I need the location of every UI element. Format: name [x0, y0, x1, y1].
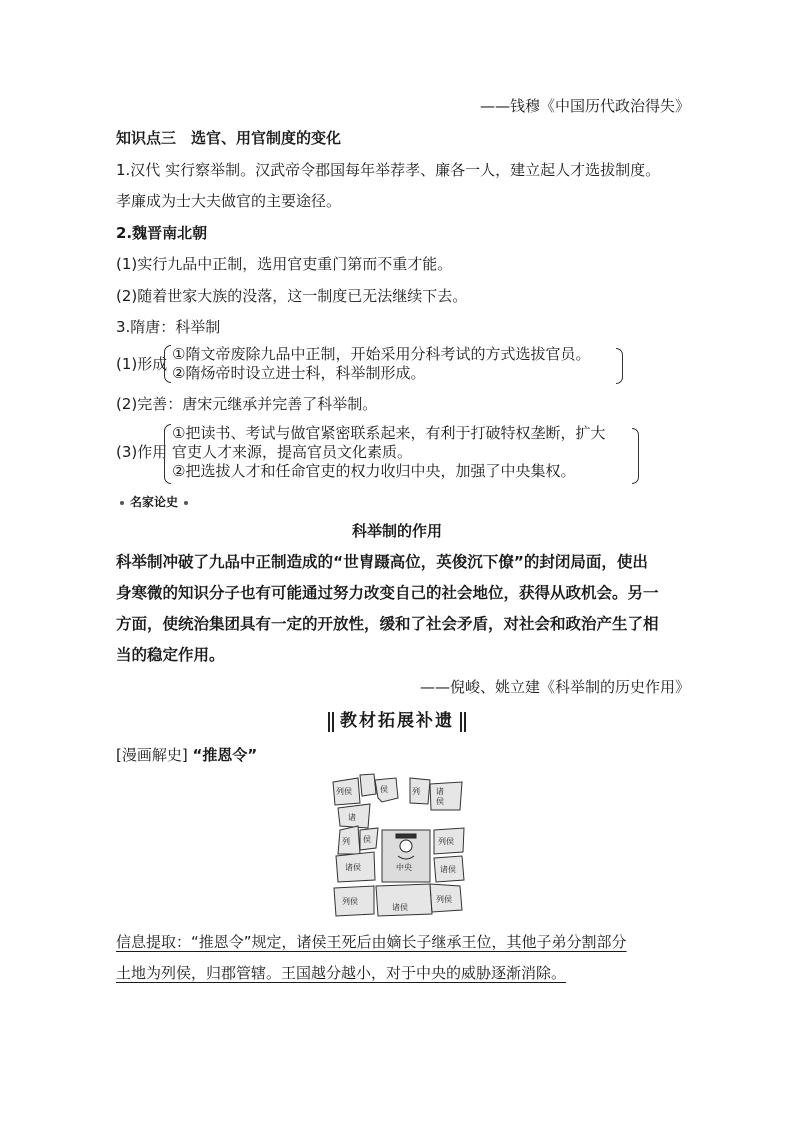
- quote-source-1: ——钱穆《中国历代政治得失》: [479, 97, 690, 115]
- effect-label: (3)作用: [116, 443, 168, 461]
- map-label-zhu-2: 诸: [436, 787, 444, 796]
- sui-tang-title: 3.隋唐：科举制: [116, 318, 221, 336]
- map-label-hou-3: 侯: [363, 835, 371, 844]
- formation-line-1: ①隋文帝废除九品中正制，开始采用分科考试的方式选拔官员。: [172, 345, 591, 363]
- formation-label: (1)形成: [116, 355, 168, 373]
- map-label-zhu-1: 诸: [348, 813, 356, 822]
- map-label-hou-1: 侯: [380, 785, 388, 794]
- formation-line-2: ②隋炀帝时设立进士科，科举制形成。: [172, 364, 426, 382]
- map-label-zhuhou-3: 诸侯: [392, 903, 408, 912]
- info-line-2: 土地为列侯，归郡管辖。王国越分越小，对于中央的威胁逐渐消除。: [116, 964, 567, 982]
- essay-line-4: 当的稳定作用。: [116, 646, 225, 664]
- comic-heading: [116, 745, 257, 765]
- map-label-liehou-4: 列侯: [436, 895, 452, 904]
- info-line-1: 信息提取：“推恩令”规定，诸侯王死后由嫡长子继承王位，其他子弟分割部分: [116, 933, 627, 951]
- bullet-dot: [120, 501, 124, 505]
- effect-brace-left: [164, 424, 171, 484]
- map-label-liehou-1: 列侯: [336, 787, 352, 796]
- banner-text: 教材拓展补遗: [340, 711, 454, 731]
- essay-line-3: 方面，使统治集团具有一定的开放性，缓和了社会矛盾，对社会和政治产生了相: [116, 615, 659, 633]
- map-label-lie-2: 列: [342, 837, 350, 846]
- effect-line-2: 官吏人才来源，提高官员文化素质。: [172, 443, 413, 461]
- banner: [0, 706, 794, 732]
- formation-brace-left: [164, 345, 171, 383]
- famous-label-block: [114, 493, 194, 510]
- feudal-map-illustration: [330, 770, 470, 920]
- map-label-zhongyang: 中央: [396, 863, 412, 872]
- essay-title: 科举制的作用: [351, 522, 442, 540]
- map-label-liehou-3: 列侯: [342, 897, 358, 906]
- map-label-zhuhou-1: 诸侯: [345, 863, 361, 872]
- map-label-hou-2: 侯: [436, 797, 444, 806]
- famous-label: 名家论史: [130, 495, 179, 509]
- essay-line-2: 身寒微的知识分子也有可能通过努力改变自己的社会地位，获得从政机会。另一: [116, 584, 659, 602]
- bullet-dot: [184, 501, 188, 505]
- essay-line-1: 科举制冲破了九品中正制造成的“世胄蹑高位，英俊沉下僚”的封闭局面，使出: [116, 553, 648, 571]
- effect-line-1: ①把读书、考试与做官紧密联系起来，有利于打破特权垄断，扩大: [172, 424, 606, 442]
- effect-brace-right: [632, 428, 639, 484]
- map-label-zhuhou-2: 诸侯: [440, 865, 456, 874]
- map-label-lie-1: 列: [412, 787, 420, 796]
- comic-label: [漫画解史]: [116, 746, 188, 764]
- wei-jin-item-2: (2)随着世家大族的没落，这一制度已无法继续下去。: [116, 287, 468, 305]
- perfect-line: (2)完善：唐宋元继承并完善了科举制。: [116, 395, 378, 413]
- paragraph-han-line1: 1.汉代 实行察举制。汉武帝令郡国每年举荐孝、廉各一人，建立起人才选拔制度。: [116, 161, 661, 179]
- effect-line-3: ②把选拔人才和任命官吏的权力收归中央，加强了中央集权。: [172, 462, 576, 480]
- wei-jin-item-1: (1)实行九品中正制，选用官吏重门第而不重才能。: [116, 255, 453, 273]
- comic-title: “推恩令”: [192, 746, 258, 764]
- paragraph-han-line2: 孝廉成为士大夫做官的主要途径。: [116, 192, 342, 210]
- quote-source-2: ——倪峻、姚立建《科举制的历史作用》: [419, 678, 690, 696]
- formation-brace-right: [616, 348, 623, 384]
- section-title: 知识点三 选官、用官制度的变化: [116, 129, 342, 147]
- map-label-liehou-2: 列侯: [438, 837, 454, 846]
- wei-jin-title: 2.魏晋南北朝: [116, 224, 208, 242]
